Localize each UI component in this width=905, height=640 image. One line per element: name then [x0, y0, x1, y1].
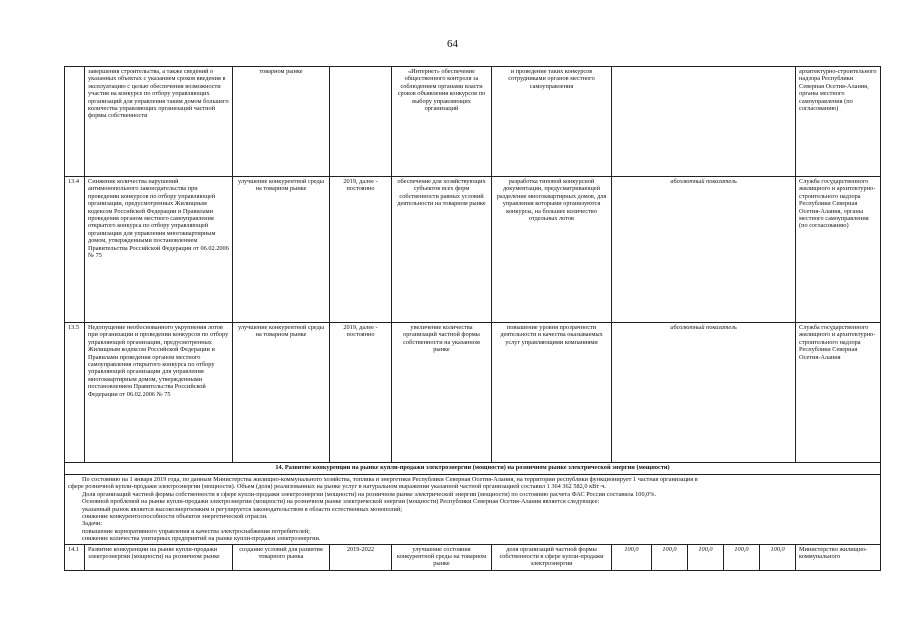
- result-cell: улучшение состояния конкурентной среды на товарном рынке: [392, 544, 492, 570]
- row-number-cell: 13.4: [65, 177, 85, 323]
- value-2022-cell: 100,0: [724, 544, 760, 570]
- goal-cell: товарном рынке: [233, 67, 330, 177]
- responsible-cell: Служба государственного жилищного и архитектурно-строительного надзора Республики Северная Осетия-Алания, органы местного самоуправления (по согласованию): [796, 177, 881, 323]
- values-cell: абсолютный показатель: [612, 177, 796, 323]
- term-cell: 2019, далее - постоянно: [330, 177, 392, 323]
- indicator-cell: и проведение таких конкурсов сотрудниками органов местного самоуправления: [492, 67, 612, 177]
- indicator-cell: доля организаций частной формы собственности в сфере купли-продажи электроэнергии: [492, 544, 612, 570]
- section-description: [65, 475, 881, 545]
- measure-cell: Развитие конкуренции на рынке купли-продажи электроэнергии (мощности) на розничном рынке: [85, 544, 233, 570]
- goal-cell: улучшение конкурентной среды на товарном рынке: [233, 177, 330, 323]
- indicator-cell: разработка типовой конкурсной документации, предусматривающей разделение многоквартирных домов, для управления которыми организуются конкурсы, на большее количество отдельных лотов: [492, 177, 612, 323]
- result-cell: обеспечение для хозяйствующих субъектов всех форм собственности равных условий деятельности на товарном рынке: [392, 177, 492, 323]
- responsible-cell: Служба государственного жилищного и архитектурно-строительного надзора Республики Северная Осетия-Алания: [796, 323, 881, 463]
- row-number-cell: [65, 67, 85, 177]
- table-row: [65, 323, 881, 463]
- result-cell: «Интернет» обеспечение общественного контроля за соблюдением органами власти сроков объявления конкурсов по выбору управляющих организаций: [392, 67, 492, 177]
- result-cell: увеличение количества организаций частной формы собственности на указанном рынке: [392, 323, 492, 463]
- values-cell: абсолютный показатель: [612, 323, 796, 463]
- value-2021-cell: 100,0: [688, 544, 724, 570]
- measure-cell: Недопущение необоснованного укрупнения лотов при организации и проведении конкурсов по отбору управляющей организации, предусмотренных Жилищным кодексом Российской Федерации и Правилами проведения органом местного самоуправления открытого конкурса по отбору управляющей организации для управления многоквартирным домом, утвержденными постановлением Правительства Российской Федерации от 06.02.2006 № 75: [85, 323, 233, 463]
- row-number-cell: 13.5: [65, 323, 85, 463]
- table-row: [65, 177, 881, 323]
- row-number-cell: 14.1: [65, 544, 85, 570]
- value-2023-cell: 100,0: [760, 544, 796, 570]
- section-text-line: повышение корпоративного управления и качества электроснабжения потребителей;: [82, 527, 310, 535]
- measure-cell: завершения строительства, а также сведений о указанных объектах с указанием сроков введения в эксплуатацию с целью обеспечения возможности участия на конкурсе по отбору управляющих организаций для управления таким домом большего количества управляющих организаций частной формы собственности: [85, 67, 233, 177]
- indicator-cell: повышение уровня прозрачности деятельности и качества оказываемых услуг управляющими компаниями: [492, 323, 612, 463]
- table-row: [65, 67, 881, 177]
- table-row: [65, 544, 881, 570]
- section-text-line: указанный рынок является высокоэнергоемким и регулируется законодательством в области естественных монополий;: [82, 505, 403, 513]
- measure-cell: Снижение количества нарушений антимонопольного законодательства при проведении конкурсов по отбору управляющей организации, предусмотренных Жилищным кодексом Российской Федерации и Правилами проведения органом местного самоуправления открытого конкурса по отбору управляющей организации для управления многоквартирным домом, утвержденными постановлением Правительства Российской Федерации от 06.02.2006 № 75: [85, 177, 233, 323]
- section-text-line: Доля организаций частной формы собственности в сфере купли-продажи электроэнергии (мощности) на розничном рынке электрической энергии (мощности) по состоянию расчета ФАС России составила 100,0%.: [82, 490, 657, 498]
- goal-cell: улучшение конкурентной среды на товарном рынке: [233, 323, 330, 463]
- section-text-line: По состоянию на 1 января 2019 года, по данным Министерства жилищно-коммунального хозяйства, топлива и энергетики Республики Северная Осетия-Алания, на территории республики функционирует 1 частная организация в: [82, 476, 698, 483]
- section-text-line: Задачи:: [82, 520, 102, 528]
- responsible-cell: Министерство жилищно-коммунального: [796, 544, 881, 570]
- value-2020-cell: 100,0: [652, 544, 688, 570]
- section-text-line: снижение конкурентоспособности объектов энергетической отрасли.: [82, 513, 268, 521]
- section-text-line: сфере розничной купли-продажи электроэнергии (мощности). Объем (доля) реализованных на рынке услуг в натуральном выражении указанной частной организацией составил 1 364 362 582,0 кВт·ч.: [68, 483, 606, 491]
- term-cell: 2019-2022: [330, 544, 392, 570]
- value-2019-cell: 100,0: [612, 544, 652, 570]
- goal-cell: создание условий для развития товарного рынка: [233, 544, 330, 570]
- term-cell: [330, 67, 392, 177]
- section-text-line: снижение количества унитарных предприятий на рынке купли-продажи электроэнергии.: [82, 535, 321, 543]
- section-title: 14. Развитие конкуренции на рынке купли-продажи электроэнергии (мощности) на розничном рынке электрической энергии (мощности): [65, 463, 881, 475]
- term-cell: 2019, далее - постоянно: [330, 323, 392, 463]
- section-text-line: Основной проблемой на рынке купли-продажи электроэнергии (мощности) на розничном рынке электрической энергии (мощности) Республики Северная Осетия-Алания является следующее:: [82, 498, 600, 506]
- measures-table: [64, 66, 881, 571]
- section-heading-row: [65, 463, 881, 475]
- page-number: 64: [447, 38, 458, 50]
- responsible-cell: архитектурно-строительного надзора Республики Северная Осетия-Алания, органы местного самоуправления (по согласованию): [796, 67, 881, 177]
- values-cell: [612, 67, 796, 177]
- section-description-row: [65, 475, 881, 545]
